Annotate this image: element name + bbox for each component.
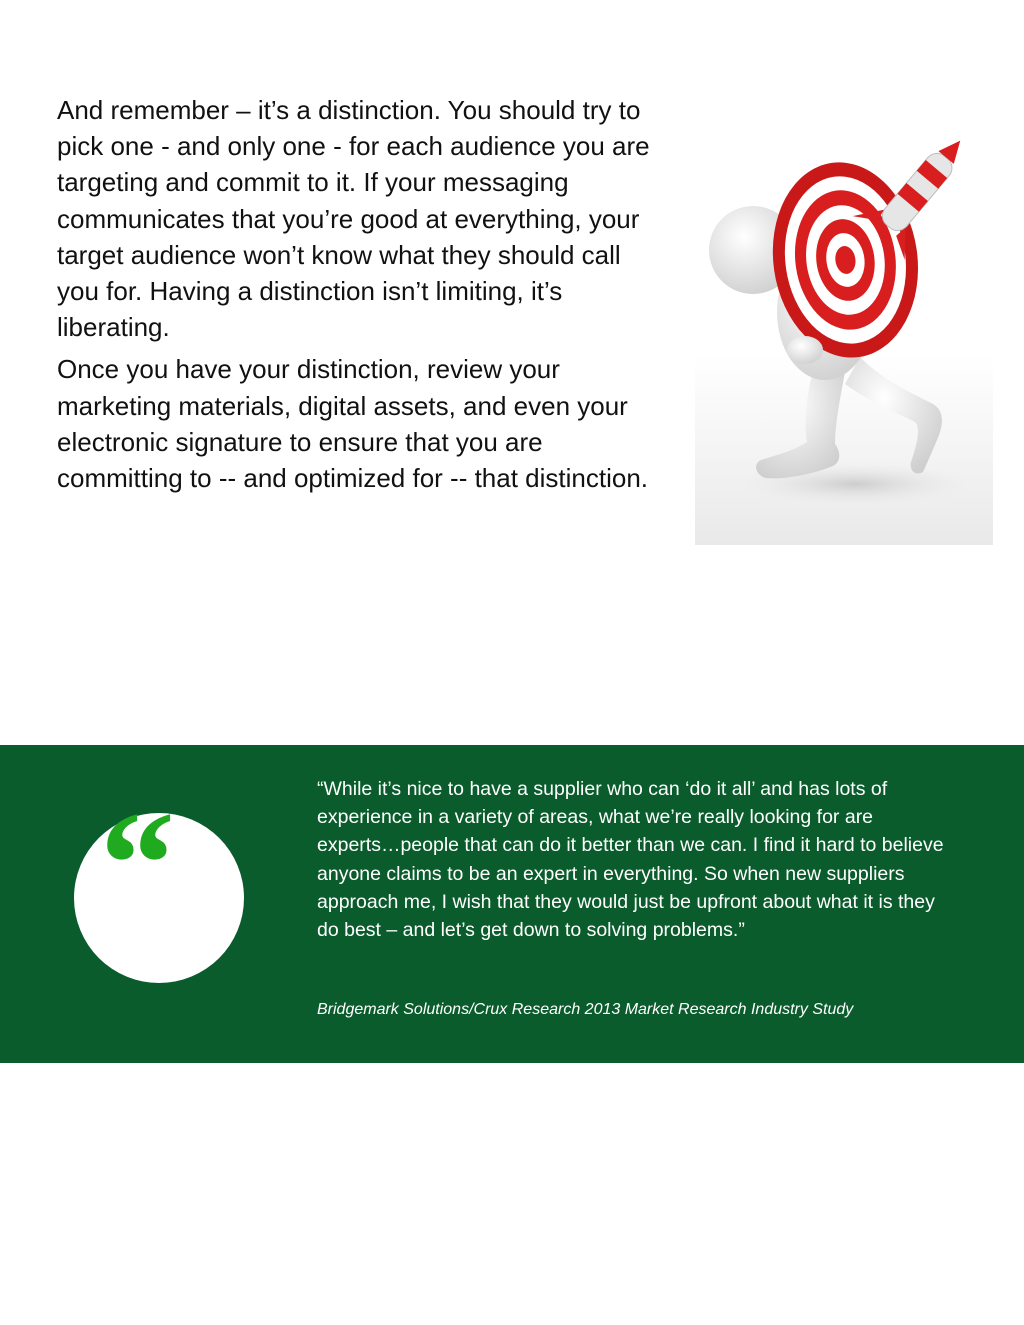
quote-mark-icon: “ [100, 781, 175, 947]
body-text [57, 92, 667, 502]
paragraph-distinction: And remember – it’s a distinction. You should try to pick one - and only one - for each audience you are targeting and commit to it. If your messaging communicates that you’re good at everything, your target audience won’t know what they should call you for. Having a distinction isn’t limiting, it’s liberating. [57, 95, 650, 343]
figure-carrying-target-icon [695, 122, 993, 545]
quote-band [0, 745, 1024, 1063]
quote-source: Bridgemark Solutions/Crux Research 2013 Market Research Industry Study [317, 1001, 854, 1018]
target-figure-illustration [695, 122, 993, 545]
quote-text: “While it’s nice to have a supplier who can ‘do it all’ and has lots of experience in a variety of areas, what we’re really looking for are experts…people that can do it better than we can. I find it hard to believe anyone claims to be an expert in everything. So when new suppliers approach me, I wish that they would just be upfront about what it is they do best – and let’s get down to solving problems.” [317, 778, 944, 942]
paragraph-review: Once you have your distinction, review your marketing materials, digital assets, and even your electronic signature to ensure that you are committing to -- and optimized for -- that distinction. [57, 354, 649, 494]
